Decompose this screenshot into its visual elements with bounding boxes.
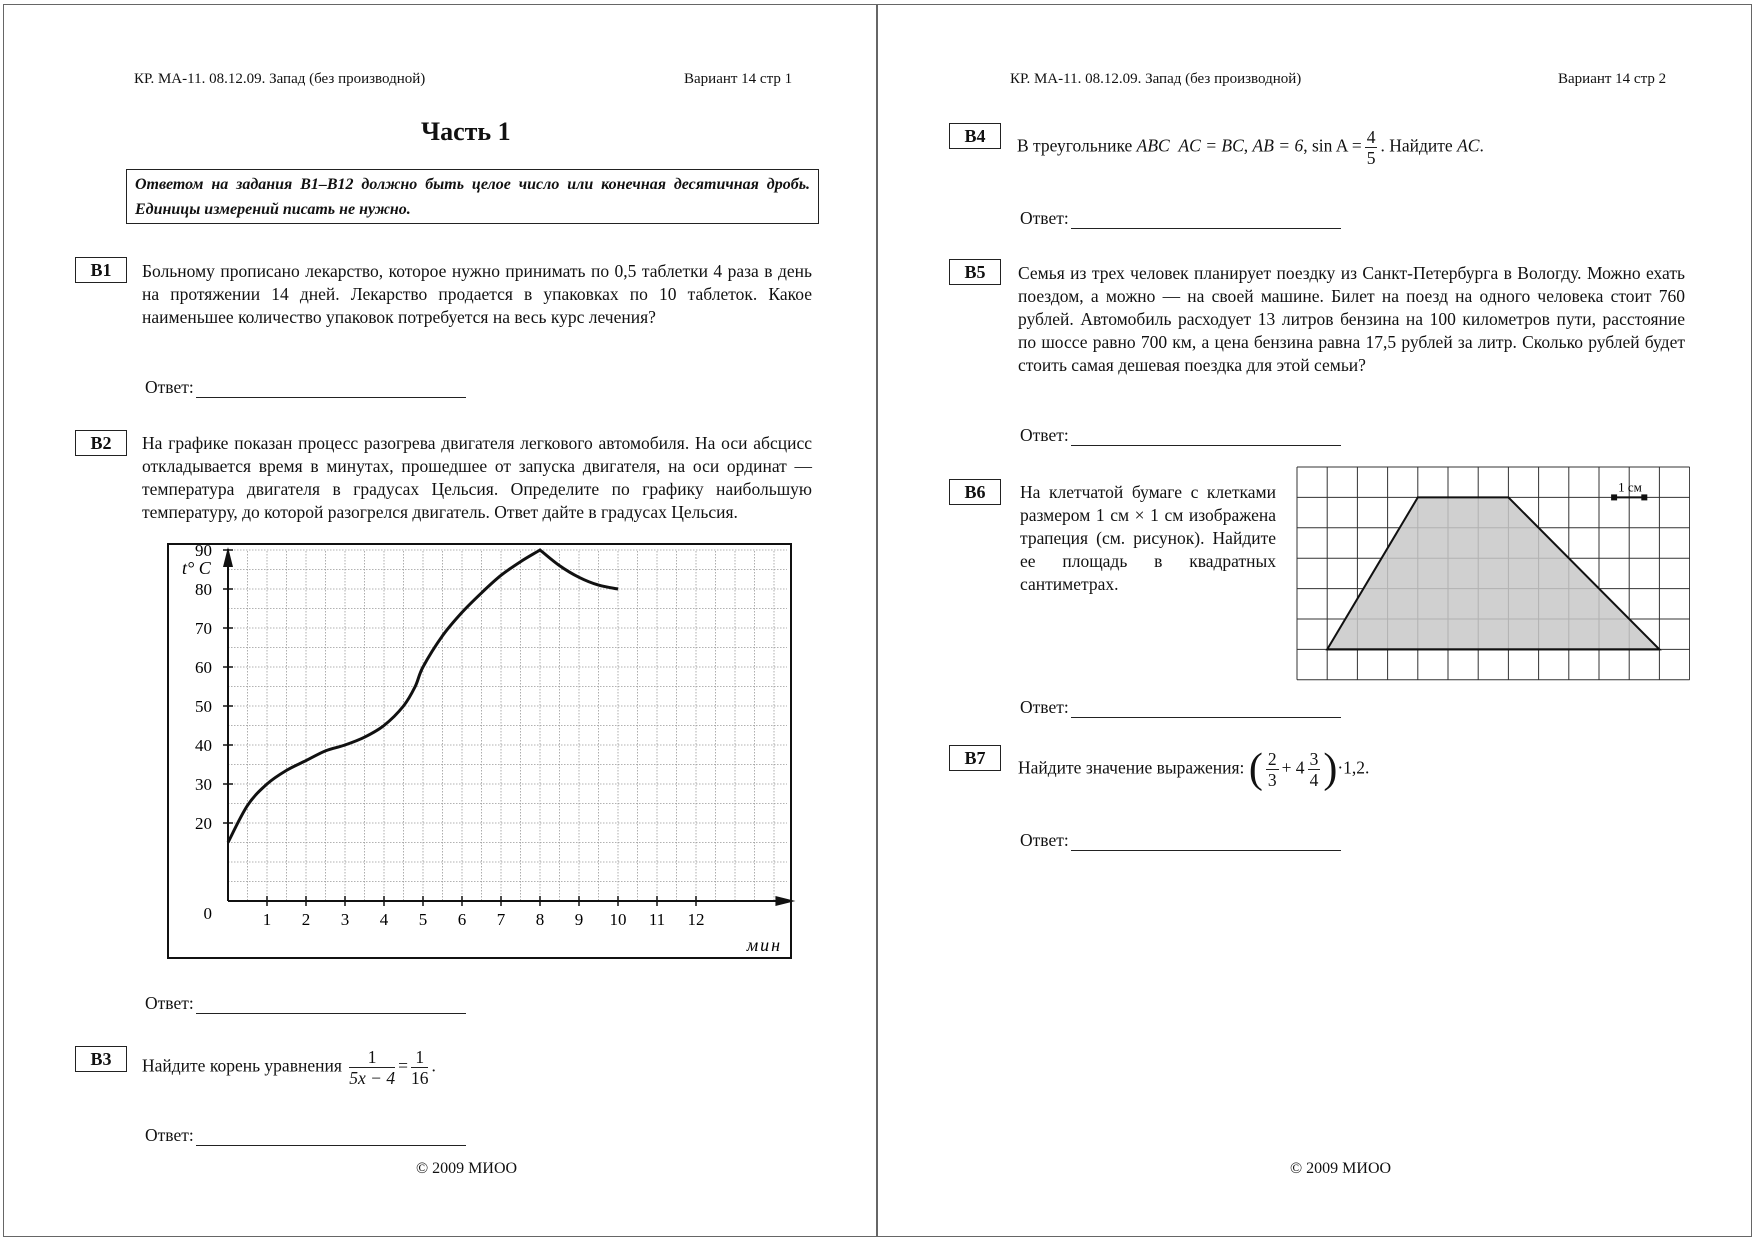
b4-sine: sin A = <box>1311 135 1362 156</box>
x-tick-label: 11 <box>648 910 666 929</box>
answer-line[interactable] <box>1071 212 1341 229</box>
answer-label: Ответ: <box>145 377 194 397</box>
fraction-numerator: 4 <box>1366 127 1376 147</box>
x-tick-label: 6 <box>457 910 467 929</box>
scale-endpoint <box>1611 494 1617 500</box>
b4-text-start: В треугольнике <box>1017 135 1133 156</box>
question-text-b6: На клетчатой бумаге с клетками размером 1 см × 1 см изображена трапеция (см. рисунок). Найдите ее площадь в квадратных сантиметрах. <box>1020 482 1276 594</box>
question-label-b6: В6 <box>949 479 1001 505</box>
trapezoid-shape <box>1327 497 1659 649</box>
paren-open: ( <box>1248 746 1263 792</box>
page-header-right: Вариант 14 стр 1 <box>684 71 793 87</box>
paren-close: ) <box>1323 746 1338 792</box>
x-tick-label: 10 <box>609 910 627 929</box>
y-axis-label: t° C <box>182 558 211 578</box>
scale-endpoint <box>1641 494 1647 500</box>
y-tick-label: 90 <box>195 543 212 560</box>
answer-label: Ответ: <box>1020 208 1069 228</box>
fraction-denominator: 4 <box>1309 770 1319 790</box>
b3-text: Найдите корень уравнения <box>142 1055 342 1076</box>
b4-condition-1: AC = BC <box>1178 135 1244 156</box>
x-tick-label: 7 <box>496 910 506 929</box>
x-tick-label: 12 <box>687 910 705 929</box>
x-tick-label: 4 <box>379 910 389 929</box>
question-text-b3 <box>142 1047 542 1088</box>
question-text-b4 <box>1017 127 1717 168</box>
y-tick-label: 70 <box>195 619 212 638</box>
x-tick-label: 8 <box>535 910 545 929</box>
answer-label: Ответ: <box>1020 830 1069 850</box>
y-tick-label: 80 <box>195 580 212 599</box>
answer-line[interactable] <box>1071 701 1341 718</box>
b7-fraction-1 <box>1266 749 1279 790</box>
trapezoid-figure <box>1296 466 1690 684</box>
y-tick-label: 50 <box>195 697 212 716</box>
answer-label: Ответ: <box>1020 697 1069 717</box>
answer-line[interactable] <box>1071 429 1341 446</box>
fraction-denominator: 5x − 4 <box>349 1068 396 1088</box>
x-tick-label: 2 <box>301 910 311 929</box>
answer-field-b4[interactable] <box>1020 208 1341 229</box>
question-label-b3: В3 <box>75 1046 127 1072</box>
fraction-denominator: 3 <box>1267 770 1277 790</box>
b3-fraction-left <box>349 1047 395 1088</box>
y-tick-label: 20 <box>195 814 212 833</box>
question-text-b7 <box>1018 746 1618 792</box>
y-tick-label: 30 <box>195 775 212 794</box>
period: . <box>431 1055 436 1076</box>
b7-plus: + 4 <box>1281 757 1305 778</box>
answer-field-b6[interactable] <box>1020 697 1341 718</box>
question-label-b2: В2 <box>75 430 127 456</box>
answer-label: Ответ: <box>145 993 194 1013</box>
fraction-numerator: 3 <box>1309 749 1319 769</box>
question-label-b1: В1 <box>75 257 127 283</box>
question-text-b2: На графике показан процесс разогрева двигателя легкового автомобиля. На оси абсцисс откладывается время в минутах, прошедшее от запуска двигателя, на оси ординат — температура двигателя в градусах Цельсия. Определите по графику наибольшую температуру, до которой разогрелся двигатель. Ответ дайте в градусах Цельсия. <box>142 433 812 522</box>
temperature-chart <box>167 543 797 965</box>
page-2 <box>877 4 1752 1237</box>
page-header-left: КР. МА-11. 08.12.09. Запад (без производной) <box>134 71 426 87</box>
page-footer: © 2009 МИОО <box>1290 1160 1392 1177</box>
question-text-b5: Семья из трех человек планирует поездку из Санкт-Петербурга в Вологду. Можно ехать поездом, а можно — на своей машине. Билет на поезд на одного человека стоит 760 рублей. Автомобиль расходует 13 литров бензина на 100 километров пути, расстояние по шоссе равно 700 км, а цена бензина равна 17,5 рублей за литр. Сколько рублей будет стоить самая дешевая поездка для этой семьи? <box>1018 263 1685 375</box>
page-1 <box>3 4 877 1237</box>
question-text-b1: Больному прописано лекарство, которое нужно принимать по 0,5 таблетки 4 раза в день на протяжении 14 дней. Лекарство продается в упаковках по 10 таблеток. Какое наименьшее количество упаковок потребуется на весь курс лечения? <box>142 261 812 327</box>
answer-field-b5[interactable] <box>1020 425 1341 446</box>
question-label-b7: В7 <box>949 745 1001 771</box>
fraction-denominator: 5 <box>1366 148 1376 168</box>
answer-line[interactable] <box>196 1129 466 1146</box>
answer-line[interactable] <box>196 997 466 1014</box>
period: . <box>1365 757 1370 778</box>
x-tick-label: 9 <box>574 910 584 929</box>
equals-sign: = <box>398 1055 408 1076</box>
question-label-b5: В5 <box>949 259 1001 285</box>
x-axis-label: мин <box>746 935 783 955</box>
x-tick-label: 5 <box>418 910 428 929</box>
b7-text: Найдите значение выражения: <box>1018 757 1245 778</box>
b7-fraction-2 <box>1308 749 1321 790</box>
answer-label: Ответ: <box>1020 425 1069 445</box>
b4-fraction <box>1365 127 1378 168</box>
page-header-right: Вариант 14 стр 2 <box>1558 71 1667 87</box>
answer-line[interactable] <box>196 381 466 398</box>
b4-text-end: . Найдите <box>1380 135 1453 156</box>
b4-triangle: ABC <box>1136 135 1170 156</box>
y-tick-label: 40 <box>195 736 212 755</box>
question-label-b4: В4 <box>949 123 1001 149</box>
chart-frame <box>168 544 791 958</box>
answer-field-b2[interactable] <box>145 993 466 1014</box>
answer-field-b3[interactable] <box>145 1125 466 1146</box>
fraction-numerator: 2 <box>1267 749 1277 769</box>
b3-fraction-right <box>411 1047 429 1088</box>
comma: , <box>1243 135 1249 156</box>
instructions-box: Ответом на задания В1–В12 должно быть целое число или конечная десятичная дробь. Единицы измерений писать не нужно. <box>126 169 819 224</box>
origin-label: 0 <box>203 904 212 923</box>
fraction-denominator: 16 <box>410 1068 429 1088</box>
b4-condition-2: AB = 6 <box>1252 135 1304 156</box>
b7-multiplier: ·1,2 <box>1337 757 1366 778</box>
fraction-numerator: 1 <box>349 1047 395 1068</box>
answer-label: Ответ: <box>145 1125 194 1145</box>
x-tick-label: 3 <box>340 910 350 929</box>
comma: , <box>1303 135 1308 156</box>
answer-field-b7[interactable] <box>1020 830 1341 851</box>
page-header-left: КР. МА-11. 08.12.09. Запад (без производной) <box>1010 71 1302 87</box>
answer-line[interactable] <box>1071 834 1341 851</box>
fraction-numerator: 1 <box>411 1047 429 1068</box>
section-title: Часть 1 <box>421 117 511 146</box>
x-tick-label: 1 <box>262 910 272 929</box>
y-tick-label: 60 <box>195 658 212 677</box>
page-footer: © 2009 МИОО <box>416 1160 518 1177</box>
scale-label: 1 см <box>1618 479 1642 495</box>
b4-target: AC <box>1457 135 1480 156</box>
answer-field-b1[interactable] <box>145 377 466 398</box>
period: . <box>1479 135 1484 156</box>
